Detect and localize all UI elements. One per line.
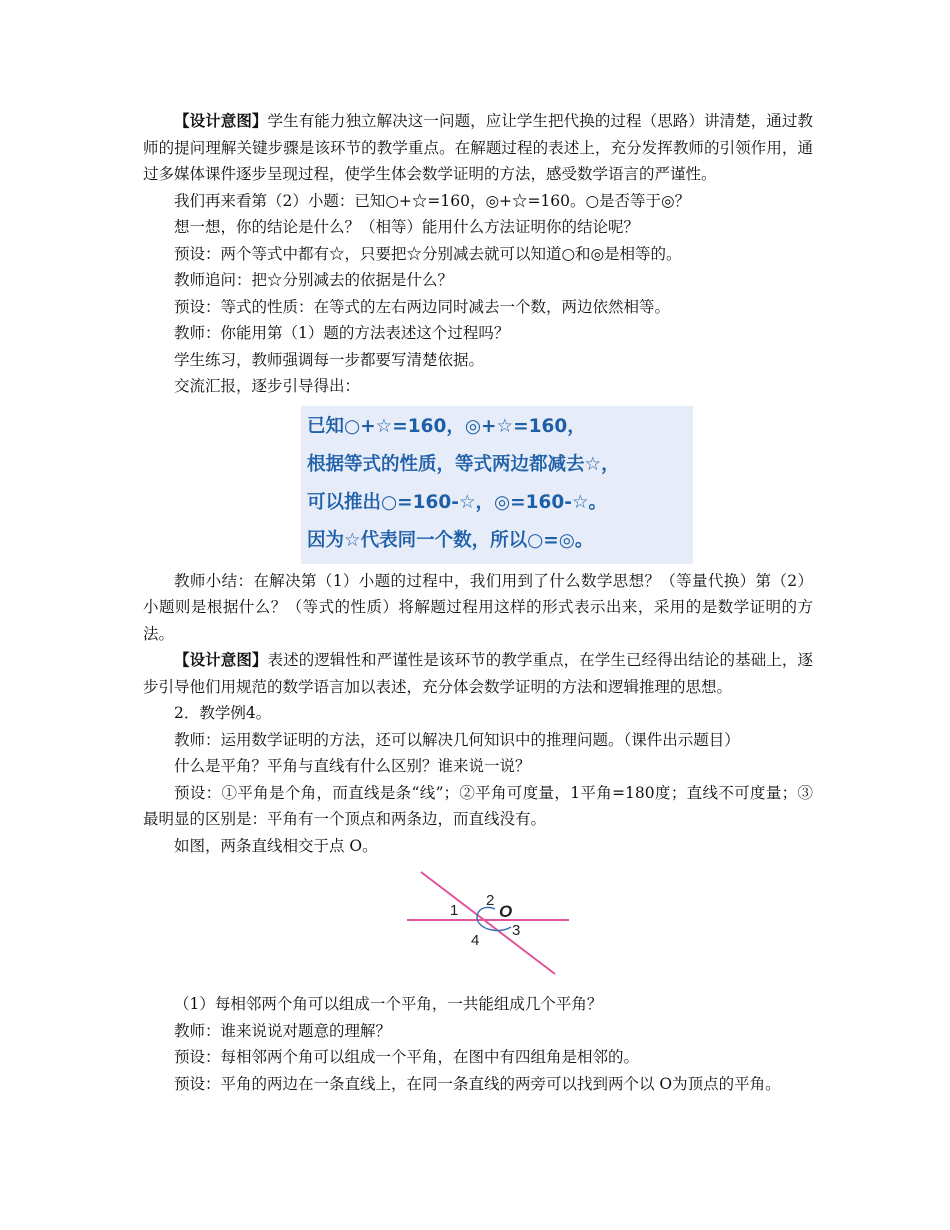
document-page (143, 108, 813, 1097)
paragraph: 交流汇报，逐步引导得出： (174, 377, 361, 395)
paragraph: 什么是平角？平角与直线有什么区别？谁来说一说？ (174, 757, 531, 775)
paragraph: 教师：谁来说说对题意的理解？ (174, 1021, 392, 1040)
proof-box (301, 406, 693, 564)
proof-line-3: 可以推出○=160-☆，◎=160-☆。 (307, 491, 608, 513)
paragraph: 如图，两条直线相交于点 O。 (174, 836, 378, 855)
paragraph: 学生练习，教师强调每一步都要写清楚依据。 (174, 350, 485, 369)
paragraph: 预设：每相邻两个角可以组成一个平角，在图中有四组角是相邻的。 (174, 1048, 640, 1066)
proof-line-4: 因为☆代表同一个数，所以○=◎。 (307, 529, 594, 551)
paragraph-text: 表述的逻辑性和严谨性是该环节的教学重点，在学生已经得出结论的基础上，逐步引导他们用规范的数学语言加以表述，充分体会数学证明的方法和逻辑推理的思想。 (143, 651, 813, 696)
design-intent-label: 【设计意图】 (174, 111, 268, 130)
diagonal-line (421, 872, 555, 974)
intersecting-lines-figure (143, 867, 813, 979)
intersecting-lines-diagram (403, 867, 573, 979)
angle-2-label: 2 (486, 892, 495, 909)
paragraph: 预设：两个等式中都有☆，只要把☆分别减去就可以知道○和◎是相等的。 (174, 244, 682, 263)
paragraph: 教师：运用数学证明的方法，还可以解决几何知识中的推理问题。（课件出示题目） (174, 730, 740, 749)
paragraph-text: 学生有能力独立解决这一问题，应让学生把代换的过程（思路）讲清楚，通过教师的提问理解关键步骤是该环节的教学重点。在解题过程的表述上，充分发挥教师的引领作用，通过多媒体课件逐步呈现过程，使学生体会数学证明的方法，感受数学语言的严谨性。 (143, 112, 813, 183)
design-intent-label: 【设计意图】 (174, 650, 268, 669)
paragraph: 教师小结：在解决第（1）小题的过程中，我们用到了什么数学思想？（等量代换）第（2）小题则是根据什么？（等式的性质）将解题过程用这样的形式表示出来，采用的是数学证明的方法。 (143, 571, 813, 643)
angle-3-label: 3 (512, 922, 521, 939)
paragraph: 预设：平角的两边在一条直线上，在同一条直线的两旁可以找到两个以 O为顶点的平角。 (174, 1074, 781, 1093)
paragraph: 预设：等式的性质：在等式的左右两边同时减去一个数，两边依然相等。 (174, 297, 671, 316)
paragraph: 预设：①平角是个角，而直线是条“线”；②平角可度量，1平角=180度；直线不可度量；③最明显的区别是：平角有一个顶点和两条边，而直线没有。 (143, 783, 813, 828)
angle-1-label: 1 (450, 902, 459, 919)
paragraph: 教师追问：把☆分别减去的依据是什么？ (174, 271, 454, 289)
point-o-label: O (499, 902, 513, 921)
paragraph: （1）每相邻两个角可以组成一个平角，一共能组成几个平角？ (174, 995, 603, 1013)
proof-line-2: 根据等式的性质，等式两边都减去☆， (307, 453, 620, 475)
paragraph: 2．教学例4。 (174, 704, 272, 722)
angle-4-label: 4 (471, 932, 480, 949)
proof-line-1: 已知○+☆=160，◎+☆=160， (307, 415, 586, 437)
paragraph: 教师：你能用第（1）题的方法表述这个过程吗？ (174, 324, 510, 342)
paragraph: 想一想，你的结论是什么？（相等）能用什么方法证明你的结论呢？ (174, 218, 640, 236)
design-intent-paragraph-1 (143, 108, 813, 188)
paragraph: 我们再来看第（2）小题：已知○+☆=160，◎+☆=160。○是否等于◎？ (174, 191, 691, 210)
design-intent-paragraph-2 (143, 647, 813, 700)
